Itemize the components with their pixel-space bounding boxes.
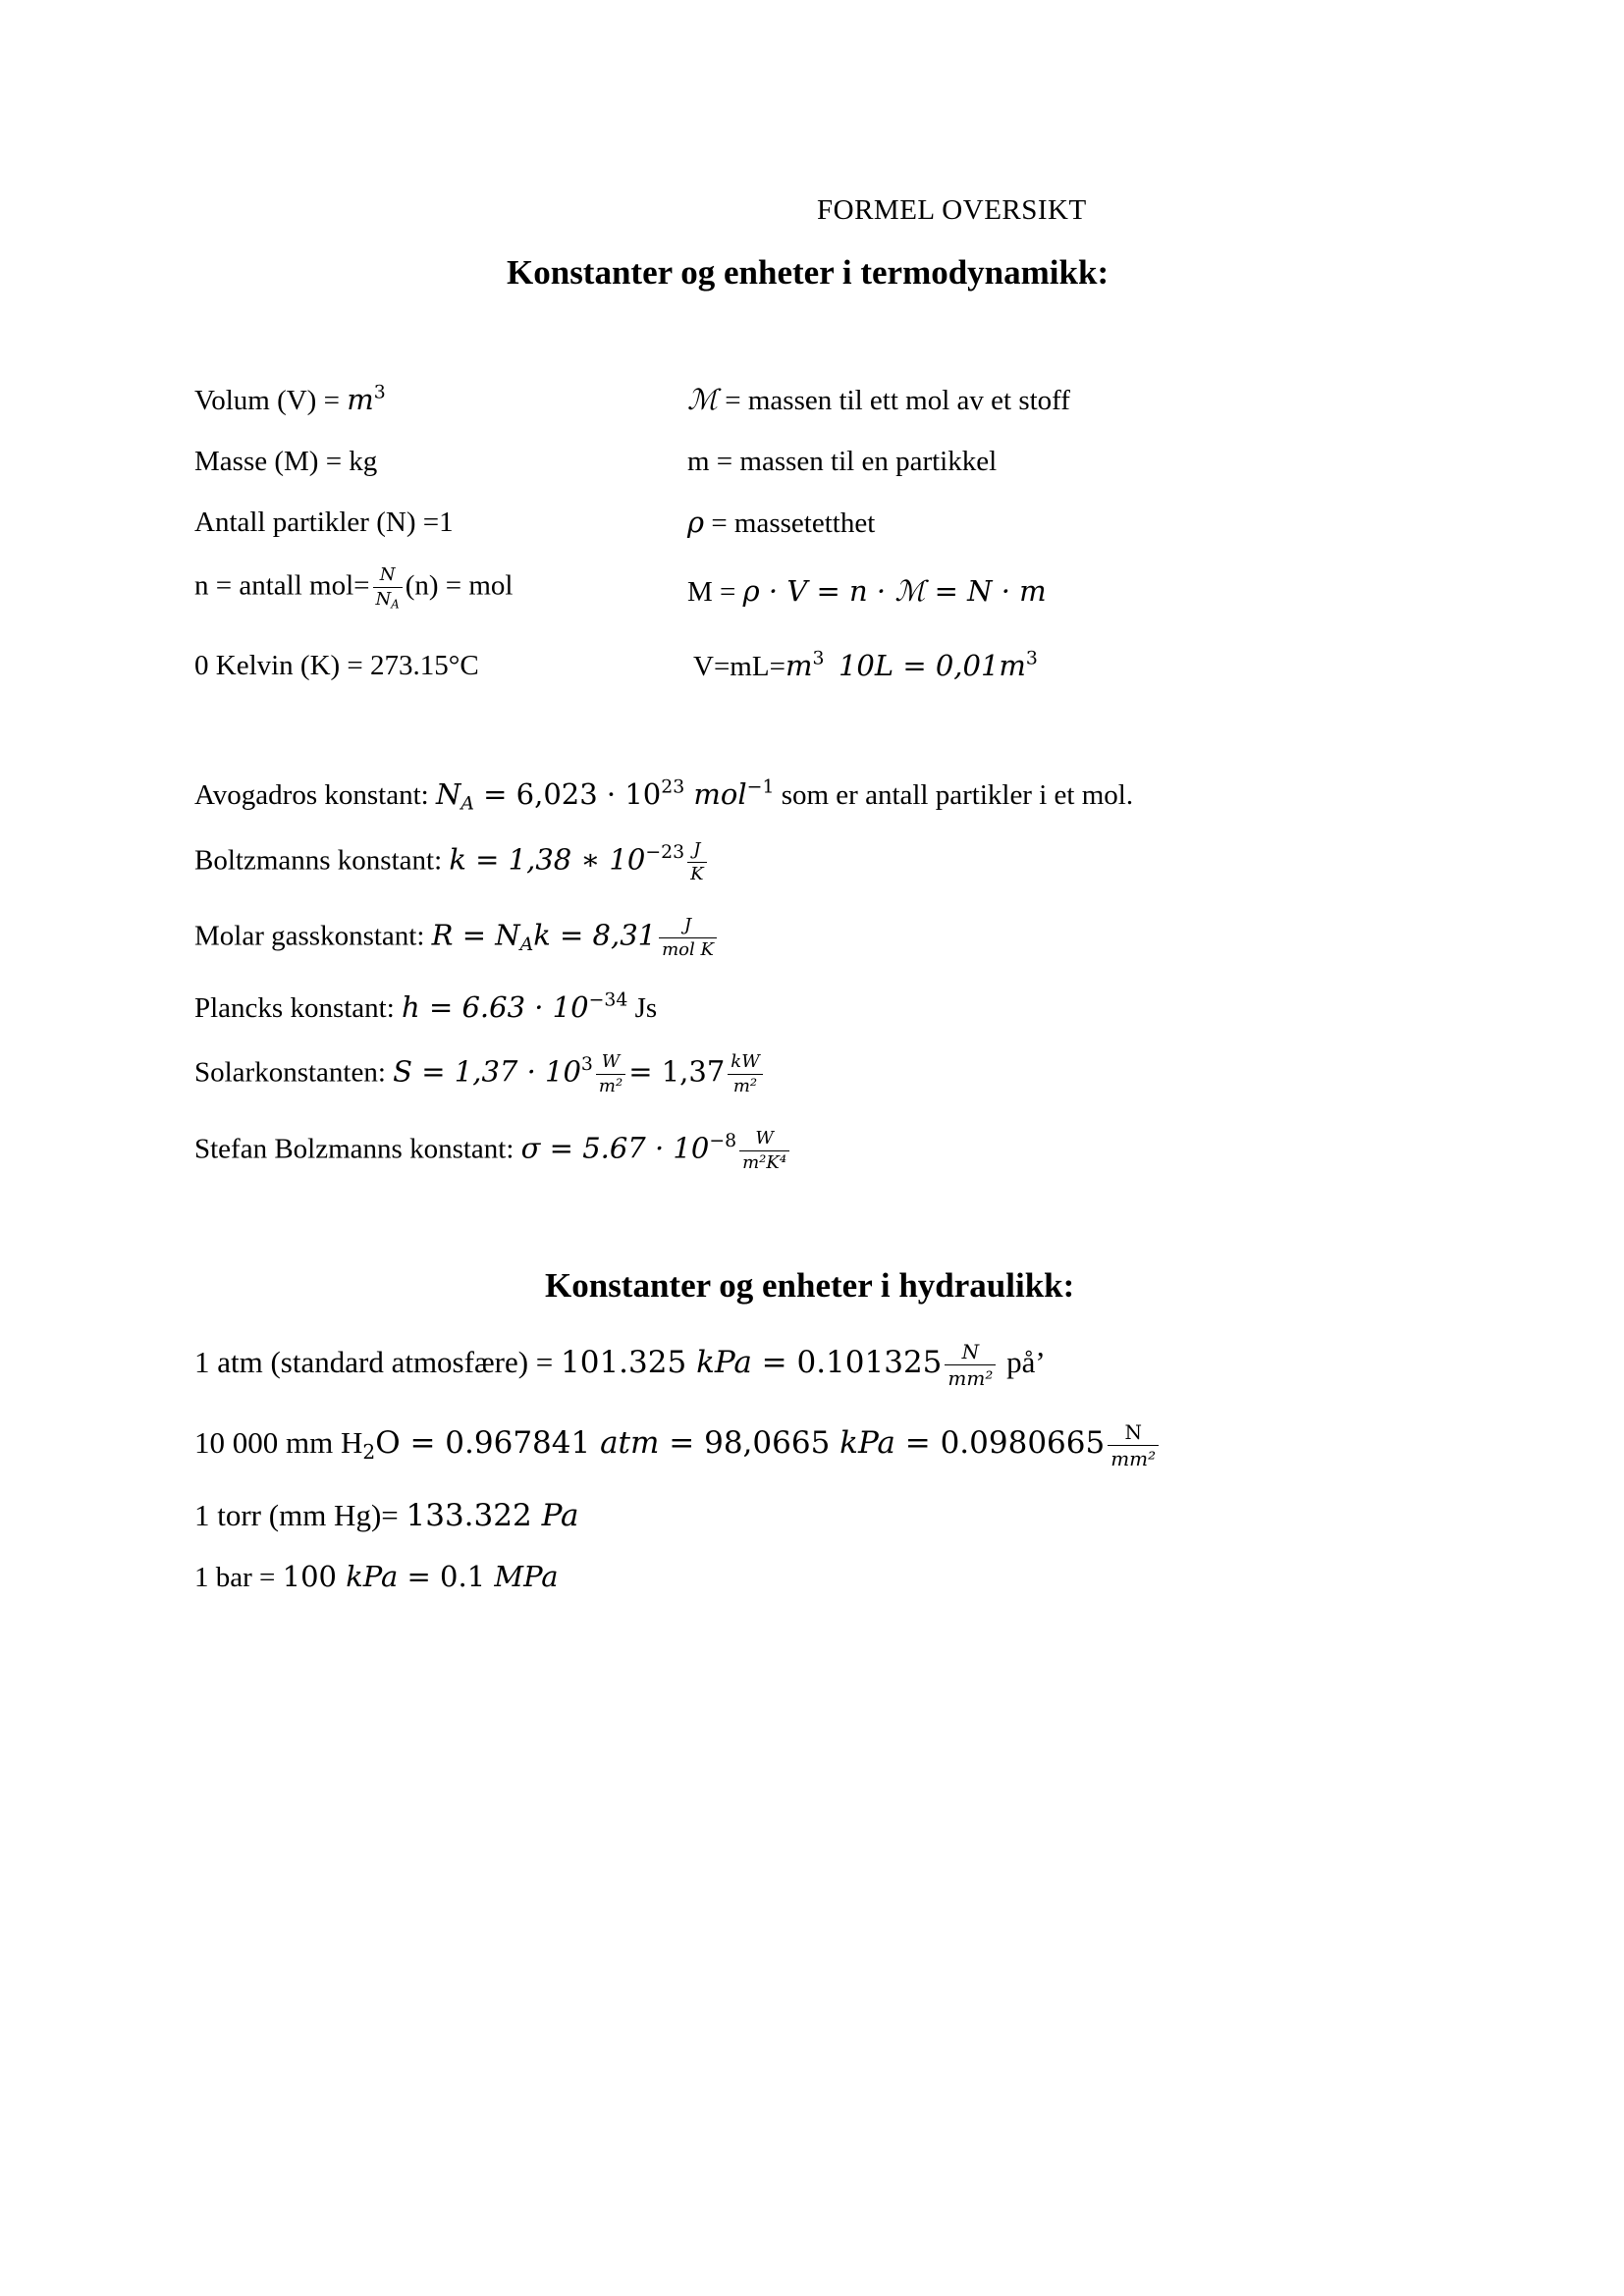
water-column-line: 10 000 mm $H_2O = 0.967841$ atm = 98,0665 kPa = 0.0980665 $\frac{N}{\text{mm²}}$ xyxy=(194,1421,1162,1470)
mass-unit-line: Masse (M) = kg xyxy=(194,446,378,477)
planck-line: Plancks konstant: $h = 6.63 \cdot 10^{-34}$ Js xyxy=(194,989,658,1024)
hydraulics-title: Konstanter og enheter i hydraulikk: xyxy=(545,1266,1075,1305)
gas-constant-line: Molar gasskonstant: $R = N_Ak = 8,31$ $\frac{J}{\text{mol K}}$ xyxy=(194,916,720,960)
density-line: ρ = massetetthet xyxy=(687,506,876,539)
volume-relation-line: $V=mL=m^3$ $10L = 0,01m^3$ xyxy=(693,648,1038,682)
stefan-boltzmann-line: Stefan Bolzmanns konstant: $\sigma = 5.67 \cdot 10^{-8}$ $\frac{W}{\text{m²K⁴}}$ xyxy=(194,1129,792,1173)
atmosphere-line: 1 atm (standard atmosfære) = 101.325 kPa = 0.101325 $\frac{N}{\text{mm²}}$ på’ xyxy=(194,1340,1046,1390)
volume-unit-line: Volum $(V) = m^3$ xyxy=(194,382,386,416)
avogadro-line: Avogadros konstant: $N_A = 6,023 \cdot 10^{23}$ mol$^{-1}$ som er antall partikler i et mol. xyxy=(194,776,1134,815)
document-header: FORMEL OVERSIKT xyxy=(817,194,1087,226)
torr-line: 1 torr (mm Hg)= 133.322 Pa xyxy=(194,1498,579,1533)
bar-line: 1 bar = 100 kPa = 0.1 MPa xyxy=(194,1560,559,1593)
particle-count-line: Antall partikler (N) =1 xyxy=(194,507,454,538)
particle-mass-line: m = massen til en partikkel xyxy=(687,446,998,477)
thermodynamics-title: Konstanter og enheter i termodynamikk: xyxy=(507,253,1110,292)
molar-mass-line: ℳ = massen til ett mol av et stoff xyxy=(687,383,1070,416)
mass-relation-line: M = ρ · V = n · ℳ = N · m xyxy=(687,574,1047,608)
mole-count-line: n = antall mol= $\frac{N}{N_A}$ (n) = mol xyxy=(194,564,514,612)
solar-constant-line: Solarkonstanten: $S = 1,37 \cdot 10^3$ $\frac{W}{\text{m²}}$ = 1,37 $\frac{kW}{\text{m²}}$ xyxy=(194,1052,766,1096)
boltzmann-line: Boltzmanns konstant: k = 1,38 ∗ $10^{-23}$ $\frac{J}{K}$ xyxy=(194,840,710,884)
kelvin-line: 0 Kelvin (K) = 273.15°C xyxy=(194,650,479,681)
